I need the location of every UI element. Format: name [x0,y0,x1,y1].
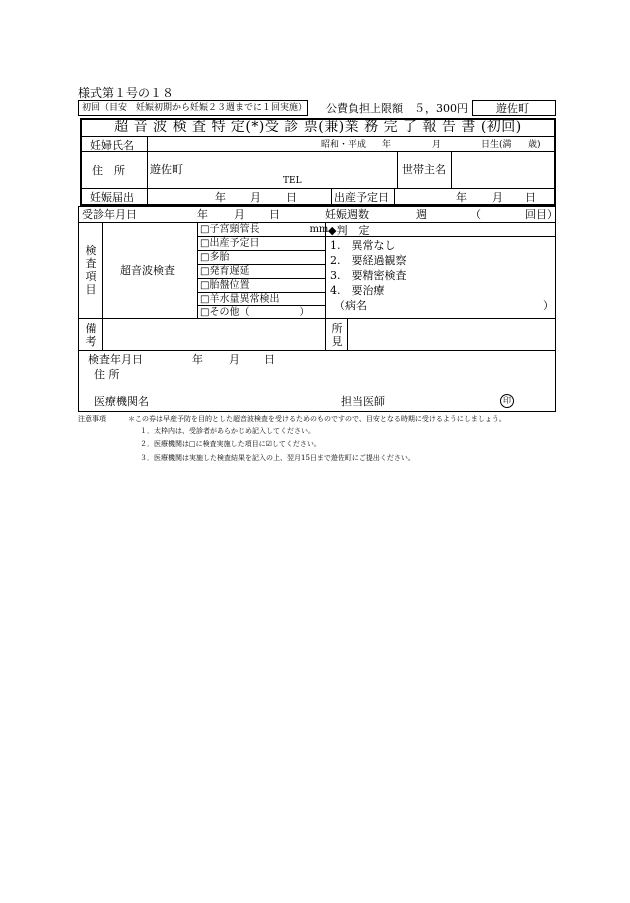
notes-label: 注意事項 [78,415,106,423]
address-value: 遊佐町 [150,163,183,176]
birth-month: 月 [432,140,442,150]
report-month: 月 [250,191,261,204]
name-label: 妊婦氏名 [90,139,134,152]
report-label: 妊娠届出 [90,191,134,204]
exam-item[interactable]: □その他（ ） [200,307,310,318]
age-suffix: 歳) [528,140,541,150]
exam-item[interactable]: □羊水量異常検出 [200,294,280,305]
note-line: ２．医療機関は□に検査実施した項目に☑してください。 [140,440,321,448]
exam-item[interactable]: □多胎 [200,252,230,263]
note-line: ３．医療機関は実施した検査結果を記入の上、翌月15日まで遊佐町にご提出ください。 [140,454,415,462]
address-label: 住 所 [92,164,125,177]
visit-label: 受診年月日 [82,208,137,221]
householder-label: 世帯主名 [402,163,446,176]
visit-month: 月 [234,208,245,221]
judgment-option[interactable]: 1. 異常なし [330,239,396,252]
cost-limit: 公費負担上限額 ５，300円 [326,102,468,115]
note-line: １．太枠内は、受診者があらかじめ記入してください。 [140,427,315,435]
exam-label: 検査項目 [85,244,97,296]
weeks-unit: 週 [416,208,427,221]
exam-date-day: 日 [264,353,275,366]
birth-day-age: 日生(満 [481,140,512,150]
exam-item[interactable]: □発育遅延 [200,266,250,277]
doctor-label: 担当医師 [341,395,385,408]
weeks-label: 妊娠週数 [325,208,369,221]
birth-era: 昭和・平成 [321,140,367,150]
judgment-option[interactable]: 4. 要治療 [330,284,385,297]
visit-day: 日 [269,208,280,221]
institution-address-label: 住 所 [94,368,120,381]
note-line: ＊この券は早産予防を目的とした超音波検査を受けるためのものですので、目安となる時期に受けるようにしましょう。 [128,415,506,423]
birth-year: 年 [382,140,392,150]
judgment-option[interactable]: 2. 要経過観察 [330,254,407,267]
town-name: 遊佐町 [496,102,529,115]
judgment-header: ◆判 定 [328,224,370,237]
first-time-note: 初回（目安 妊娠初期から妊娠２３週までに１回実施） [82,103,308,113]
report-year: 年 [215,191,226,204]
tel-label: TEL [283,176,302,186]
disease-name: （病名 ） [334,299,554,312]
remarks-label: 備考 [85,322,97,348]
report-day: 日 [286,191,297,204]
due-month: 月 [492,191,503,204]
seal-icon: 印 [500,394,514,408]
due-day: 日 [525,191,536,204]
findings-label: 所見 [331,322,343,348]
form-title: 超 音 波 検 査 特 定(*)受 診 票(兼)業 務 完 了 報 告 書 (初回) [114,119,522,135]
exam-item[interactable]: □子宮頸管長 mm [200,224,329,235]
visit-times: （ 回目） [470,208,558,221]
exam-item[interactable]: □出産予定日 [200,238,260,249]
due-date-label: 出産予定日 [334,191,389,204]
form-number: 様式第１号の１８ [78,86,175,100]
institution-label: 医療機関名 [94,395,149,408]
visit-year: 年 [197,208,208,221]
exam-date-month: 月 [229,353,240,366]
exam-date-label: 検査年月日 [88,353,143,366]
exam-type: 超音波検査 [120,264,175,277]
due-year: 年 [456,191,467,204]
exam-item[interactable]: □胎盤位置 [200,280,250,291]
judgment-option[interactable]: 3. 要精密検査 [330,269,407,282]
exam-date-year: 年 [192,353,203,366]
